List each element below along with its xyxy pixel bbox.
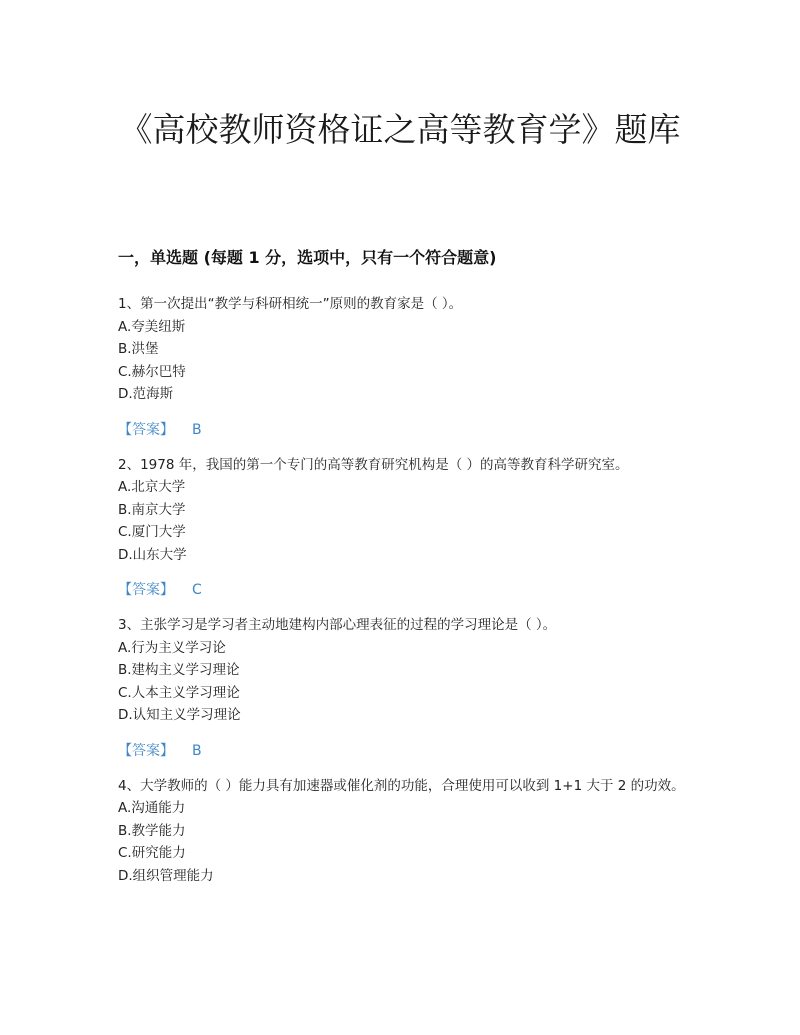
answer-line (118, 419, 690, 441)
question-text: 2、1978 年，我国的第一个专门的高等教育研究机构是（ ）的高等教育科学研究室。 (118, 456, 629, 473)
option-d: D.认知主义学习理论 (118, 707, 241, 723)
answer-line (118, 740, 690, 762)
option-d: D.山东大学 (118, 546, 187, 563)
question-list (118, 293, 690, 887)
question-1 (118, 293, 690, 441)
question-3 (118, 614, 690, 762)
option-b: B.建构主义学习理论 (118, 662, 240, 678)
question-text: 1、第一次提出“教学与科研相统一”原则的教育家是（ ）。 (118, 296, 463, 312)
answer-line (118, 579, 690, 601)
answer-value: B (192, 742, 202, 759)
option-a: A.北京大学 (118, 479, 186, 495)
option-a: A.沟通能力 (118, 800, 186, 816)
question-2 (118, 454, 690, 602)
option-a: A.夸美纽斯 (118, 318, 186, 335)
question-text: 4、大学教师的（ ）能力具有加速器或催化剂的功能，合理使用可以收到 1+1 大于 2 的功效。 (118, 777, 685, 794)
option-b: B.教学能力 (118, 822, 186, 839)
option-d: D.范海斯 (118, 386, 174, 402)
answer-value: B (192, 421, 202, 438)
option-c: C.人本主义学习理论 (118, 684, 240, 701)
option-d: D.组织管理能力 (118, 867, 214, 884)
answer-value: C (192, 582, 202, 598)
question-4 (118, 775, 690, 888)
answer-label: 【答案】 (118, 742, 174, 759)
option-c: C.研究能力 (118, 845, 186, 861)
option-c: C.厦门大学 (118, 524, 186, 540)
question-text: 3、主张学习是学习者主动地建构内部心理表征的过程的学习理论是（ ）。 (118, 617, 557, 633)
option-a: A.行为主义学习论 (118, 639, 226, 656)
answer-label: 【答案】 (118, 582, 174, 598)
answer-label: 【答案】 (118, 421, 174, 438)
option-b: B.洪堡 (118, 341, 159, 357)
option-b: B.南京大学 (118, 501, 186, 518)
option-c: C.赫尔巴特 (118, 363, 186, 380)
section-heading: 一，单选题 (每题 1 分，选项中，只有一个符合题意) (118, 248, 497, 267)
document-title: 《高校教师资格证之高等教育学》题库 (119, 110, 681, 149)
